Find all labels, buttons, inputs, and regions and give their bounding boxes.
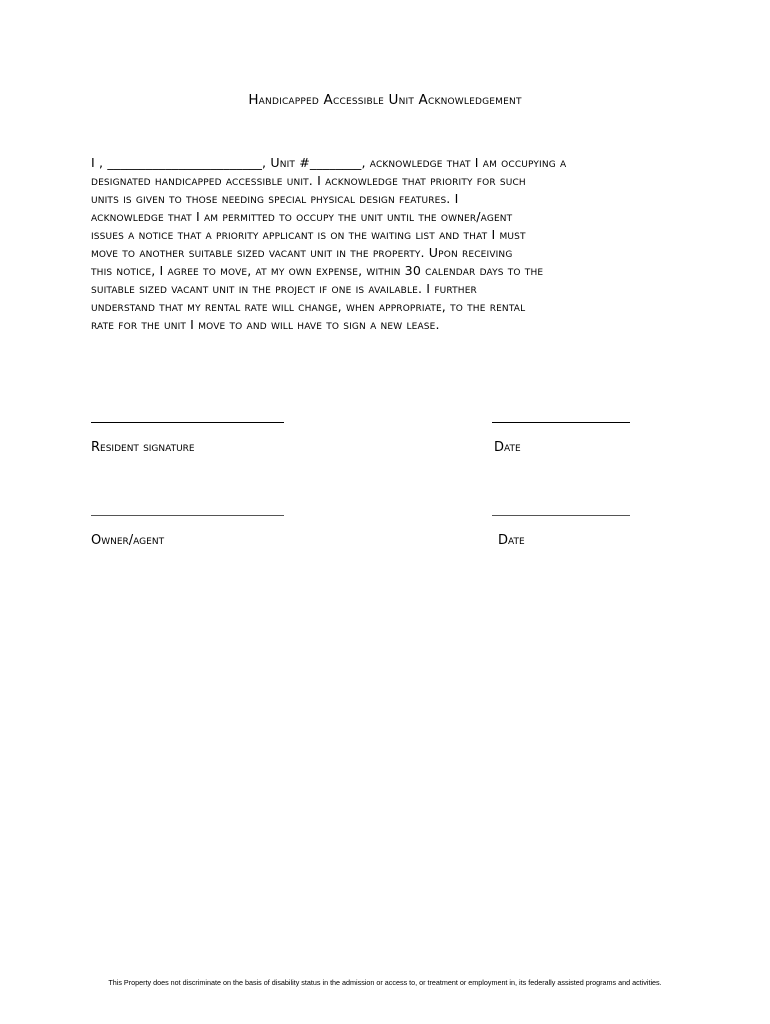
owner-date-line[interactable] bbox=[492, 515, 630, 516]
paragraph-line: designated handicapped accessible unit. I acknowledge that priority for such bbox=[91, 173, 526, 188]
paragraph-line: understand that my rental rate will change, when appropriate, to the rental bbox=[91, 299, 526, 314]
owner-signature-line[interactable] bbox=[91, 515, 284, 516]
paragraph-line: issues a notice that a priority applicant is on the waiting list and that I must bbox=[91, 227, 526, 242]
owner-date-label: Date bbox=[498, 533, 525, 548]
owner-signature-label: Owner/agent bbox=[91, 533, 165, 548]
resident-signature-line[interactable] bbox=[91, 422, 284, 423]
document-title: Handicapped Accessible Unit Acknowledgement bbox=[248, 92, 522, 108]
paragraph-line: rate for the unit I move to and will have to sign a new lease. bbox=[91, 317, 440, 332]
paragraph-line: move to another suitable sized vacant unit in the property. Upon receiving bbox=[91, 245, 513, 260]
acknowledgement-paragraph bbox=[91, 154, 691, 334]
resident-date-label: Date bbox=[494, 440, 521, 455]
paragraph-line: units is given to those needing special physical design features. I bbox=[91, 191, 459, 206]
paragraph-line: I , ________________________, Unit #________, acknowledge that I am occupying a bbox=[91, 155, 567, 170]
resident-signature-label: Resident signature bbox=[91, 440, 195, 455]
paragraph-line: acknowledge that I am permitted to occupy the unit until the owner/agent bbox=[91, 209, 513, 224]
paragraph-line: suitable sized vacant unit in the project if one is available. I further bbox=[91, 281, 477, 296]
resident-date-line[interactable] bbox=[492, 422, 630, 423]
paragraph-line: this notice, I agree to move, at my own expense, within 30 calendar days to the bbox=[91, 263, 544, 278]
non-discrimination-footer: This Property does not discriminate on the basis of disability status in the admission or access to, or treatment or employment in, its federally assisted programs and activities. bbox=[108, 978, 662, 987]
